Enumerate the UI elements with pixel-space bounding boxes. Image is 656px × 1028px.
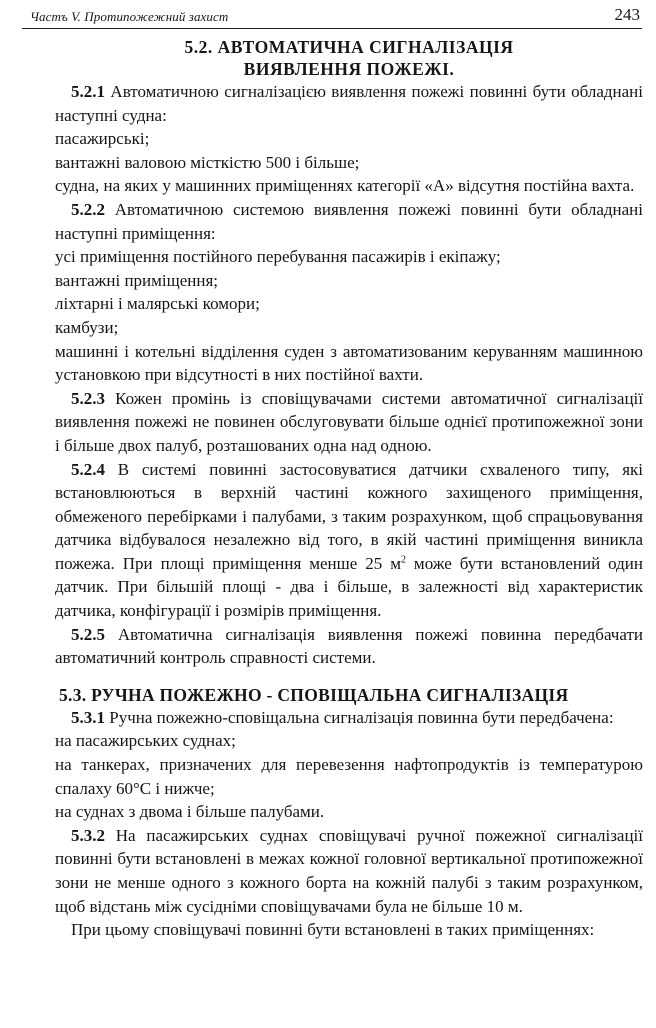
paragraph-5-2-1 — [55, 80, 643, 127]
clause-number: 5.2.3 — [71, 388, 105, 408]
paragraph-text: Автоматичною сигналізацією виявлення пожежі повинні бути обладнані наступні судна: — [55, 82, 643, 125]
paragraph-text: Автоматичною системою виявлення пожежі повинні бути обладнані наступні приміщення: — [55, 199, 643, 243]
superscript: 2 — [400, 554, 406, 566]
clause-number: 5.2.1 — [71, 82, 105, 101]
list-item: усі приміщення постійного перебування пасажирів і екіпажу; — [55, 247, 501, 267]
page-content — [55, 36, 643, 942]
paragraph-5-3-1 — [55, 706, 643, 730]
list-item: на суднах з двома і більше палубами. — [55, 802, 325, 822]
clause-number: 5.3.1 — [71, 707, 105, 727]
list-item: на танкерах, призначених для перевезення нафтопродуктів із температурою спалаху 60°С і нижче; — [55, 755, 643, 798]
clause-number: 5.2.2 — [71, 199, 105, 219]
list-item: камбузи; — [55, 317, 119, 337]
list-item: вантажні приміщення; — [55, 270, 218, 290]
section-5-2-title — [55, 36, 643, 80]
paragraph-text: Ручна пожежно-сповіщальна сигналізація повинна бути передбачена: — [105, 707, 614, 727]
list-item: ліхтарні і малярські комори; — [55, 294, 260, 314]
paragraph-text: Автоматична сигналізація виявлення пожежі повинна передбачати автоматичний контроль справності системи. — [55, 624, 643, 668]
section-5-2-title-line-2: ВИЯВЛЕННЯ ПОЖЕЖІ. — [243, 59, 455, 79]
clause-number: 5.2.4 — [71, 459, 105, 479]
clause-number: 5.2.5 — [71, 624, 105, 644]
page-number: 243 — [614, 5, 640, 24]
paragraph-5-2-2 — [55, 198, 643, 245]
paragraph-text: В системі повинні застосовуватися датчики схваленого типу, які встановлюються в верхній частині кожного захищеного приміщення, обмеженого перебірками і палубами, з таким розрахунком, щоб спрацьовування датчика відбувалося незалежно від того, в якій частині приміщення виникла пожежа. При площі приміщення менше 25 м — [55, 459, 643, 573]
clause-number: 5.3.2 — [71, 825, 105, 845]
list-item: вантажні валовою місткістю 500 і більше; — [55, 152, 360, 172]
section-5-2-title-line-1: 5.2. АВТОМАТИЧНА СИГНАЛІЗАЦІЯ — [184, 37, 514, 57]
list-item: пасажирські; — [55, 129, 150, 149]
paragraph-text: На пасажирських суднах сповіщувачі ручної пожежної сигналізації повинні бути встановлені в межах кожної головної вертикальної протипожежної зони не менше одного з кожного борта на кожній палубі з таким розрахунком, щоб відстань між сусідніми сповіщувачами була не більше 10 м. — [55, 825, 643, 916]
list-item: на пасажирських суднах; — [55, 731, 236, 751]
list-item: судна, на яких у машинних приміщеннях категорії «А» відсутня постійна вахта. — [55, 176, 635, 196]
list-item: машинні і котельні відділення суден з автоматизованим керуванням машинною установкою при відсутності в них постійної вахти. — [55, 341, 643, 385]
paragraph-5-2-3 — [55, 387, 643, 458]
paragraph-text: Кожен промінь із сповіщувачами системи автоматичної сигналізації виявлення пожежі не повинен обслуговувати більше однієї протипожежної зони і більше двох палуб, розташованих одна над одною. — [55, 388, 643, 455]
paragraph-5-2-5 — [55, 623, 643, 670]
paragraph-5-3-2 — [55, 824, 643, 918]
section-5-3-title: 5.3. РУЧНА ПОЖЕЖНО - СПОВІЩАЛЬНА СИГНАЛІЗАЦІЯ — [59, 684, 569, 705]
paragraph-5-3-2-continued: При цьому сповіщувачі повинні бути встановлені в таких приміщеннях: — [71, 920, 595, 940]
paragraph-text-continued: може бути встановлений один датчик. При більшій площі - два і більше, в залежності від характеристик датчика, конфігурації і розмірів приміщення. — [55, 553, 643, 621]
running-title: Частъ V. Протипожежний захист — [30, 9, 229, 24]
paragraph-5-2-4 — [55, 458, 643, 623]
running-header — [22, 4, 642, 29]
